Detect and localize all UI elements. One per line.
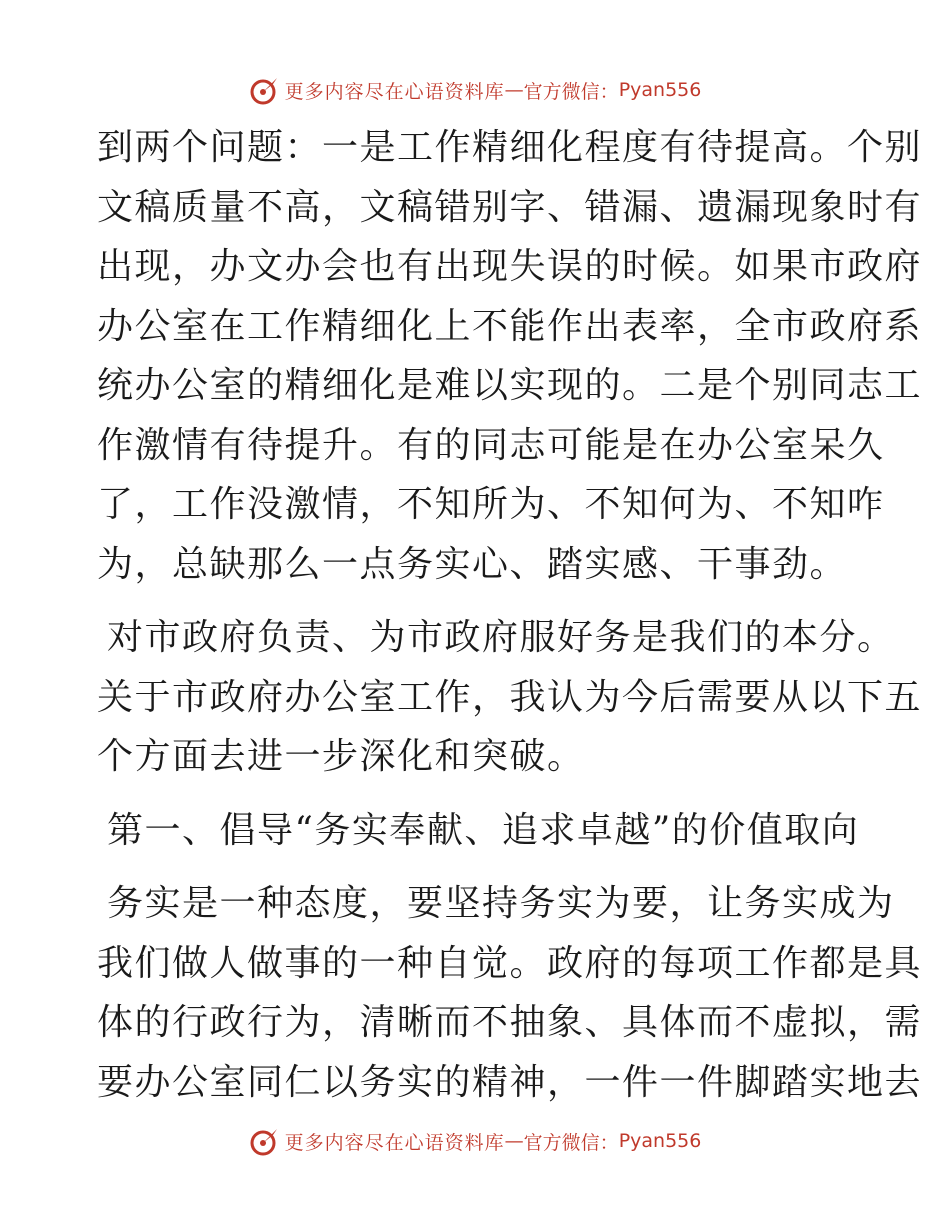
heading-line: 第一、倡导“务实奉献、追求卓越”的价值取向 (107, 809, 860, 851)
text-line: 了，工作没激情，不知所为、不知何为、不知咋 (97, 484, 885, 525)
text-line: 务实是一种态度，要坚持务实为要，让务实成为 (107, 883, 895, 924)
footer-watermark-banner (0, 1121, 950, 1161)
text-line: 要办公室同仁以务实的精神，一件一件脚踏实地去 (97, 1061, 923, 1103)
text-line: 办公室在工作精细化上不能作出表率，全市政府系 (97, 305, 923, 347)
paragraph (97, 874, 923, 1112)
text-line: 出现，办文办会也有出现失误的时候。如果市政府 (97, 246, 923, 287)
text-line: 我们做人做事的一种自觉。政府的每项工作都是具 (97, 942, 923, 984)
text-line: 体的行政行为，清晰而不抽象、具体而不虚拟，需 (97, 1002, 923, 1043)
banner-contact-label: 官方微信： (523, 1131, 619, 1154)
banner-title: 更多内容尽在心语资料库 (284, 80, 505, 103)
quill-logo-icon (249, 74, 281, 106)
text-line: 文稿质量不高，文稿错别字、错漏、遗漏现象时有 (97, 186, 923, 228)
banner-title: 更多内容尽在心语资料库 (284, 1131, 505, 1154)
text-line: 作激情有待提升。有的同志可能是在办公室呆久 (97, 424, 885, 466)
header-watermark-banner (0, 70, 950, 110)
document-body (97, 118, 923, 1112)
section-heading (97, 801, 860, 861)
banner-contact-label: 官方微信： (523, 80, 619, 103)
banner-contact-id: Pyan556 (618, 79, 702, 101)
banner-contact-id: Pyan556 (618, 1130, 702, 1152)
quill-logo-icon (249, 1125, 281, 1157)
text-line: 统办公室的精细化是难以实现的。二是个别同志工 (97, 365, 923, 406)
text-line: 对市政府负责、为市政府服好务是我们的本分。 (107, 617, 895, 658)
paragraph (97, 118, 923, 594)
banner-separator: — (504, 1130, 524, 1152)
text-line: 关于市政府办公室工作，我认为今后需要从以下五 (97, 676, 923, 718)
text-line: 个方面去进一步深化和突破。 (97, 736, 585, 777)
banner-separator: — (504, 79, 524, 101)
text-line: 到两个问题：一是工作精细化程度有待提高。个别 (97, 127, 923, 168)
text-line: 为，总缺那么一点务实心、踏实感、干事劲。 (97, 543, 848, 585)
paragraph (97, 608, 923, 787)
